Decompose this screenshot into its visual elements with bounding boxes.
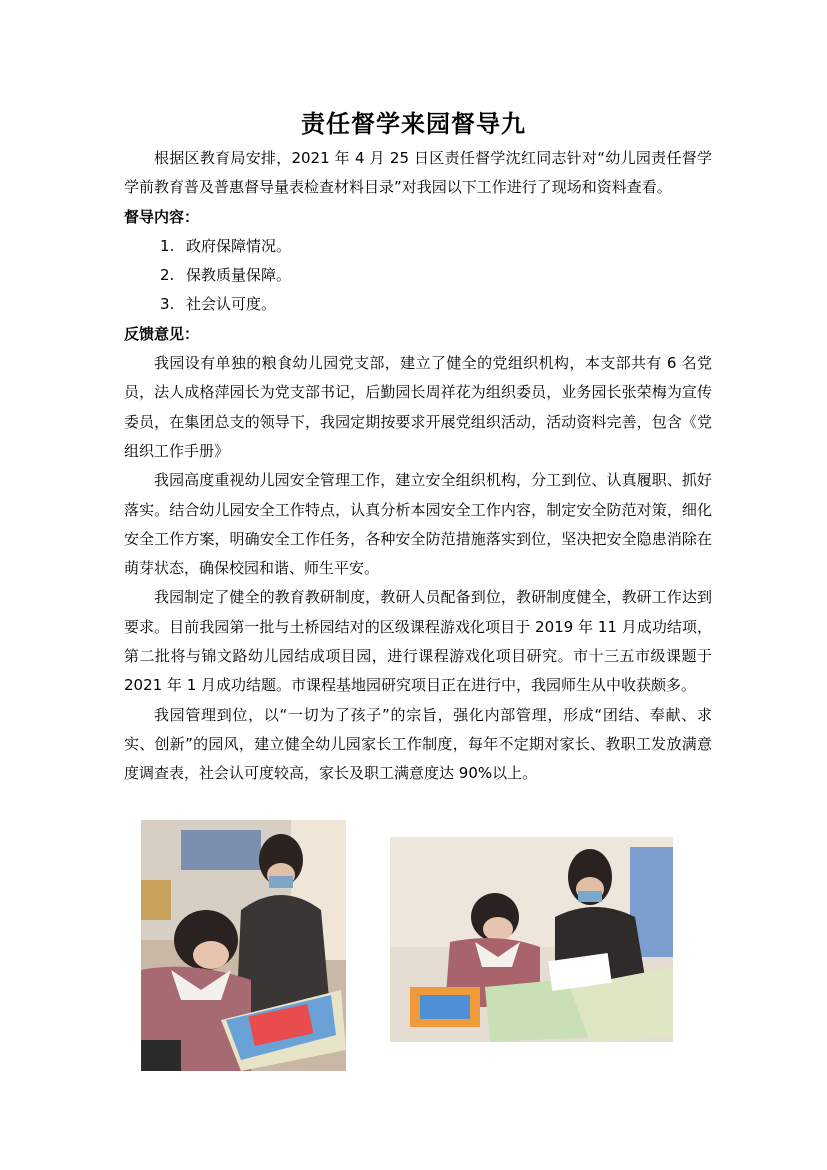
feedback-paragraph: 我园设有单独的粮食幼儿园党支部，建立了健全的党组织机构，本支部共有 6 名党员，法人成格萍园长为党支部书记，后勤园长周祥花为组织委员，业务园长张荣梅为宣传委员，在集团总支的领导下，我园定期按要求开展党组织活动，活动资料完善，包含《党组织工作手册》 (124, 354, 712, 460)
photo-illustration (390, 837, 673, 1042)
document-title: 责任督学来园督导九 (301, 110, 526, 138)
document-body (124, 144, 712, 789)
content-list (124, 232, 712, 320)
inspection-photo-left (141, 820, 346, 1071)
list-item: 3. 社会认可度。 (160, 295, 277, 314)
feedback-paragraph: 我园管理到位，以“一切为了孩子”的宗旨，强化内部管理，形成“团结、奉献、求实、创新”的园风，建立健全幼儿园家长工作制度，每年不定期对家长、教职工发放满意度调查表，社会认可度较高，家长及职工满意度达 90%以上。 (124, 705, 712, 783)
list-item: 2. 保教质量保障。 (160, 266, 292, 285)
list-item: 1. 政府保障情况。 (160, 236, 292, 255)
feedback-paragraph: 我园制定了健全的教育教研制度，教研人员配备到位，教研制度健全，教研工作达到要求。目前我园第一批与土桥园结对的区级课程游戏化项目于 2019 年 11 月成功结项，第二批将与锦文路幼儿园结成项目园，进行课程游戏化项目研究。市十三五市级课题于 2021 年 1 月成功结题。市课程基地园研究项目正在进行中，我园师生从中收获颇多。 (124, 588, 712, 695)
inspection-photo-right (390, 837, 673, 1042)
photo-illustration (141, 820, 346, 1071)
section-heading-feedback: 反馈意见： (124, 324, 200, 343)
intro-paragraph: 根据区教育局安排，2021 年 4 月 25 日区责任督学沈红同志针对“幼儿园责任督学学前教育普及普惠督导量表检查材料目录”对我园以下工作进行了现场和资料查看。 (124, 149, 712, 197)
feedback-paragraph: 我园高度重视幼儿园安全管理工作，建立安全组织机构，分工到位、认真履职、抓好落实。结合幼儿园安全工作特点，认真分析本园安全工作内容，制定安全防范对策，细化安全工作方案，明确安全工作任务，各种安全防范措施落实到位，坚决把安全隐患消除在萌芽状态，确保校园和谐、师生平安。 (124, 471, 712, 578)
section-heading-content: 督导内容： (124, 207, 200, 226)
